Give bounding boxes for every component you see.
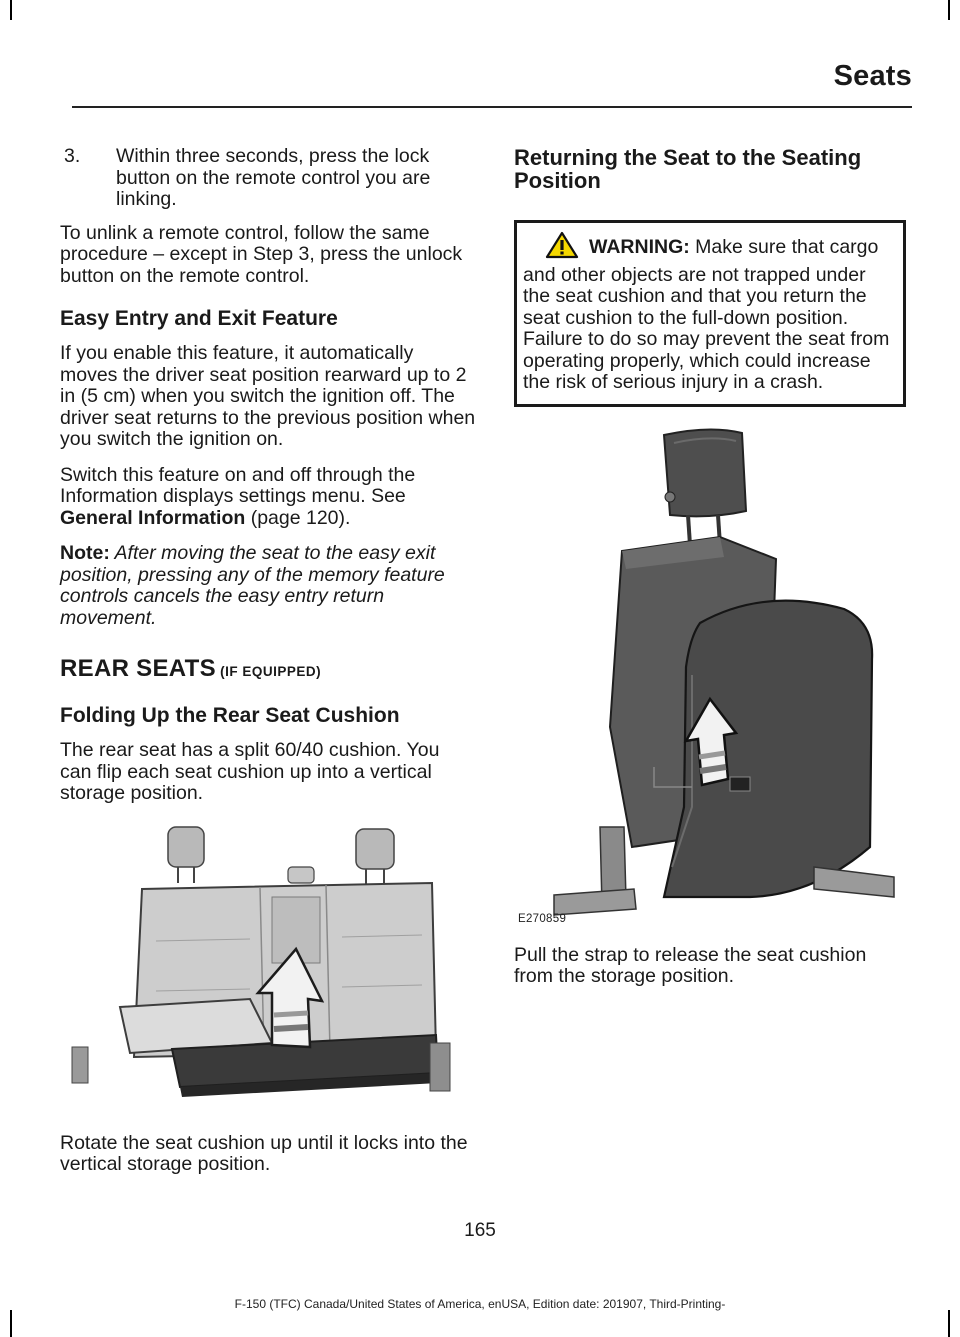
returning-seat-heading: Returning the Seat to the Seating Position xyxy=(514,145,862,193)
easy-entry-heading: Easy Entry and Exit Feature xyxy=(60,307,338,330)
folding-paragraph-1: The rear seat has a split 60/40 cushion. You can flip each seat cushion up into a vertical storage position. xyxy=(60,739,440,804)
note-text: After moving the seat to the easy exit position, pressing any of the memory feature controls cancels the easy entry return movement. xyxy=(60,542,445,629)
general-information-link[interactable]: General Information xyxy=(60,506,246,529)
page-number: 165 xyxy=(464,1220,496,1241)
seat-storage-position-illustration xyxy=(514,427,906,927)
page-footer: F-150 (TFC) Canada/United States of America, enUSA, Edition date: 201907, Third-Printing- xyxy=(234,1297,726,1311)
right-column xyxy=(514,146,906,1002)
seat-storage-position-figure xyxy=(514,427,906,927)
rear-bench-seat-figure xyxy=(60,821,476,1111)
crop-mark-top-right xyxy=(948,0,950,20)
note-label: Note: xyxy=(60,542,110,564)
easy-entry-paragraph-2: Switch this feature on and off through the Information displays settings menu. See General Information (page 120). xyxy=(60,463,416,529)
step-number: 3. xyxy=(64,145,81,167)
rear-bench-seat-illustration xyxy=(60,821,476,1111)
step-text: Within three seconds, press the lock button on the remote control you are linking. xyxy=(116,145,431,210)
crop-mark-bottom-left xyxy=(10,1310,12,1337)
warning-box xyxy=(514,220,906,407)
warning-paragraph xyxy=(523,231,895,394)
crop-mark-bottom-right xyxy=(948,1310,950,1337)
if-equipped-qualifier: (IF EQUIPPED) xyxy=(215,664,322,679)
pull-strap-paragraph: Pull the strap to release the seat cushion from the storage position. xyxy=(514,943,867,987)
rear-seats-heading: REAR SEATS (IF EQUIPPED) xyxy=(60,655,322,682)
easy-entry-paragraph-1: If you enable this feature, it automatically moves the driver seat position rearward up to 2 in (5 cm) when you switch the ignition off. The driver seat returns to the previous position when you switch the ignition on. xyxy=(60,342,476,450)
left-column xyxy=(60,146,476,1190)
folding-heading: Folding Up the Rear Seat Cushion xyxy=(60,704,400,727)
figure-code: E270859 xyxy=(518,912,567,925)
page-header-title: Seats xyxy=(833,60,912,92)
warning-triangle-icon xyxy=(545,231,579,265)
note-paragraph xyxy=(60,543,476,629)
step-3 xyxy=(60,146,476,211)
folding-paragraph-2: Rotate the seat cushion up until it locks into the vertical storage position. xyxy=(60,1131,468,1175)
crop-mark-top-left xyxy=(10,0,12,20)
warning-text: Make sure that cargo and other objects are not trapped under the seat cushion and that you return the seat cushion to the full-down position. Failure to do so may prevent the seat from operating properly, which could increase the risk of serious injury in a crash. xyxy=(523,236,890,393)
warning-word: WARNING: xyxy=(589,236,690,258)
unlink-paragraph: To unlink a remote control, follow the same procedure – except in Step 3, press the unlock button on the remote control. xyxy=(60,221,463,287)
header-rule xyxy=(72,106,912,108)
